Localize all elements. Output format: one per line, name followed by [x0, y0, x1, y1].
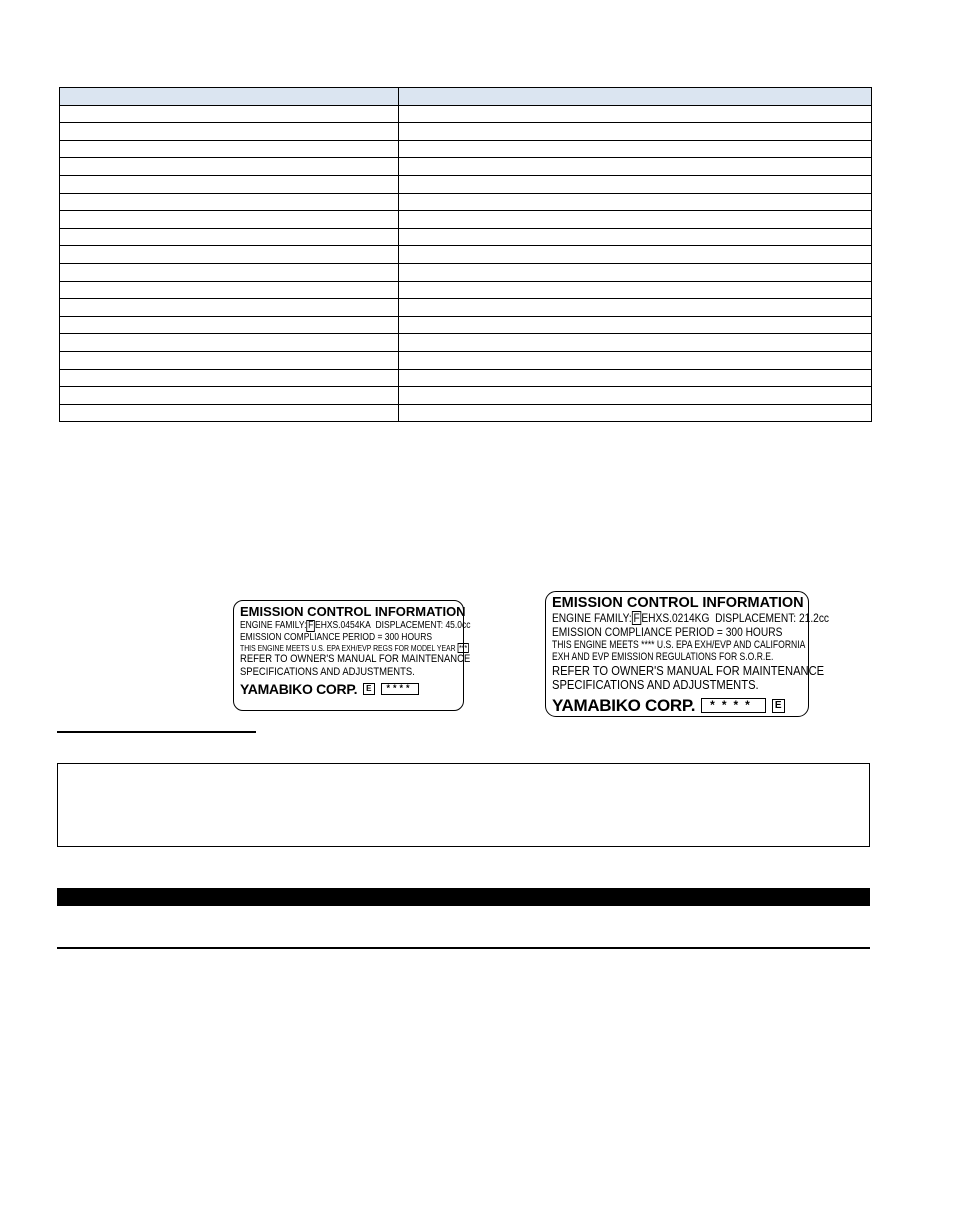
table-row [60, 88, 872, 106]
emission-label-large [545, 591, 830, 717]
table-row [60, 281, 872, 299]
table-cell [399, 158, 872, 176]
table-cell [399, 228, 872, 246]
table-row [60, 123, 872, 141]
refer-line: REFER TO OWNER'S MANUAL FOR MAINTENANCE [240, 653, 471, 666]
table-cell [399, 387, 872, 405]
table-row [60, 228, 872, 246]
horizontal-rule [57, 947, 870, 949]
table-cell [399, 281, 872, 299]
table-cell [399, 299, 872, 317]
specs-line: SPECIFICATIONS AND ADJUSTMENTS. [240, 665, 415, 678]
table-cell [399, 404, 872, 422]
blank-grid-table [59, 87, 872, 422]
table-cell [399, 193, 872, 211]
label-title: EMISSION CONTROL INFORMATION [240, 604, 466, 619]
table-cell [399, 246, 872, 264]
table-cell [60, 211, 399, 229]
table-row [60, 387, 872, 405]
table-cell [60, 193, 399, 211]
table-cell [399, 105, 872, 123]
table-row [60, 351, 872, 369]
engine-family-box: F [633, 611, 640, 626]
table-cell [60, 263, 399, 281]
table-row [60, 175, 872, 193]
table-row [60, 246, 872, 264]
table-row [60, 369, 872, 387]
table-row [60, 404, 872, 422]
engine-family-line: ENGINE FAMILY: F EHXS.0214KG DISPLACEMENT: 21.2cc [552, 611, 830, 626]
meets-line: THIS ENGINE MEETS U.S. EPA EXH/EVP REGS FOR MODEL YEAR *** [240, 642, 468, 653]
empty-note-box [57, 763, 870, 847]
engine-family-box: F [308, 619, 314, 631]
corp-name: YAMABIKO CORP. [240, 680, 358, 697]
heading-underline [57, 731, 256, 733]
table-cell [60, 299, 399, 317]
corp-name: YAMABIKO CORP. [552, 695, 696, 715]
meets-line-2: EXH AND EVP EMISSION REGULATIONS FOR S.O.R.E. [552, 651, 774, 664]
table-cell [399, 123, 872, 141]
table-cell [60, 228, 399, 246]
table-cell [60, 404, 399, 422]
table-cell [60, 316, 399, 334]
table-cell [399, 88, 872, 106]
table-cell [399, 140, 872, 158]
table-cell [60, 175, 399, 193]
table-cell [399, 211, 872, 229]
refer-line: REFER TO OWNER'S MANUAL FOR MAINTENANCE [552, 662, 825, 678]
table-row [60, 211, 872, 229]
table-cell [60, 369, 399, 387]
table-row [60, 140, 872, 158]
table-cell [399, 175, 872, 193]
e-mark-icon: E [363, 683, 374, 695]
compliance-line: EMISSION COMPLIANCE PERIOD = 300 HOURS [552, 624, 783, 639]
model-year-box: *** [459, 642, 468, 653]
corp-row [240, 681, 457, 697]
table-row [60, 263, 872, 281]
table-cell [60, 246, 399, 264]
table-row [60, 105, 872, 123]
stars-box: **** [381, 683, 419, 695]
meets-line: THIS ENGINE MEETS **** U.S. EPA EXH/EVP AND CALIFORNIA [552, 639, 806, 652]
table-cell [60, 351, 399, 369]
table-row [60, 334, 872, 352]
table-cell [60, 105, 399, 123]
table-cell [60, 281, 399, 299]
specs-line: SPECIFICATIONS AND ADJUSTMENTS. [552, 677, 759, 693]
table-cell [399, 351, 872, 369]
section-header-bar [57, 888, 870, 906]
table-cell [60, 140, 399, 158]
table-cell [399, 263, 872, 281]
table-cell [60, 88, 399, 106]
table-row [60, 193, 872, 211]
table-row [60, 316, 872, 334]
table-row [60, 299, 872, 317]
table-cell [60, 158, 399, 176]
emission-label-small [233, 600, 471, 711]
table-row [60, 158, 872, 176]
label-title: EMISSION CONTROL INFORMATION [552, 595, 804, 611]
table-cell [399, 316, 872, 334]
compliance-line: EMISSION COMPLIANCE PERIOD = 300 HOURS [240, 631, 433, 643]
engine-family-line: ENGINE FAMILY: F EHXS.0454KA DISPLACEMENT: 45.0cc [240, 619, 471, 631]
e-mark-icon: E [772, 699, 785, 713]
table-cell [399, 334, 872, 352]
table-cell [399, 369, 872, 387]
corp-row [552, 696, 802, 716]
table-cell [60, 334, 399, 352]
table-cell [60, 123, 399, 141]
table-cell [60, 387, 399, 405]
stars-box: **** [701, 698, 766, 713]
